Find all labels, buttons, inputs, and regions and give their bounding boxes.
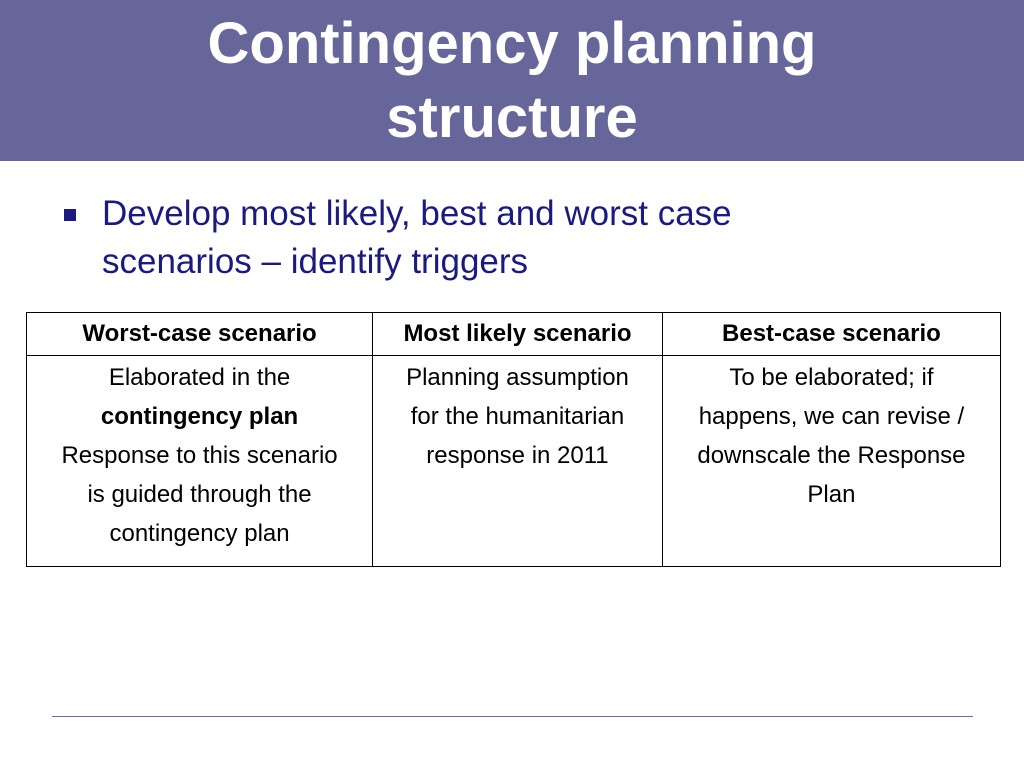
worst-case-line-1: Elaborated in the [108, 364, 291, 391]
table-header-row [27, 313, 1001, 356]
header-most-likely: Most likely scenario [373, 313, 663, 356]
most-likely-line-1: Planning assumption [406, 364, 629, 391]
cell-best-case [662, 356, 1000, 567]
header-best-case: Best-case scenario [662, 313, 1000, 356]
bullet-text-line-1: Develop most likely, best and worst case [102, 194, 732, 233]
table-row [27, 356, 1001, 567]
bullet-item [64, 190, 964, 286]
slide-title-line-1: Contingency planning [207, 10, 817, 76]
worst-case-line-5: contingency plan [109, 520, 290, 547]
cell-most-likely [373, 356, 663, 567]
header-worst-case: Worst-case scenario [27, 313, 373, 356]
best-case-line-1: To be elaborated; if [729, 364, 934, 391]
worst-case-line-2: contingency plan [100, 403, 299, 430]
worst-case-line-3: Response to this scenario [61, 442, 338, 469]
best-case-line-2: happens, we can revise / [698, 403, 965, 430]
bullet-text-line-2: scenarios – identify triggers [102, 242, 529, 281]
worst-case-line-4: is guided through the [87, 481, 312, 508]
cell-worst-case [27, 356, 373, 567]
most-likely-line-3: response in 2011 [426, 442, 609, 469]
square-bullet-icon [64, 209, 76, 221]
best-case-line-3: downscale the Response [697, 442, 966, 469]
best-case-line-4: Plan [807, 481, 856, 508]
scenarios-table [26, 312, 1001, 567]
slide-title-line-2: structure [386, 84, 638, 150]
bullet-text [102, 190, 732, 286]
title-bar [0, 0, 1024, 161]
most-likely-line-2: for the humanitarian [410, 403, 625, 430]
footer-divider [52, 716, 973, 717]
